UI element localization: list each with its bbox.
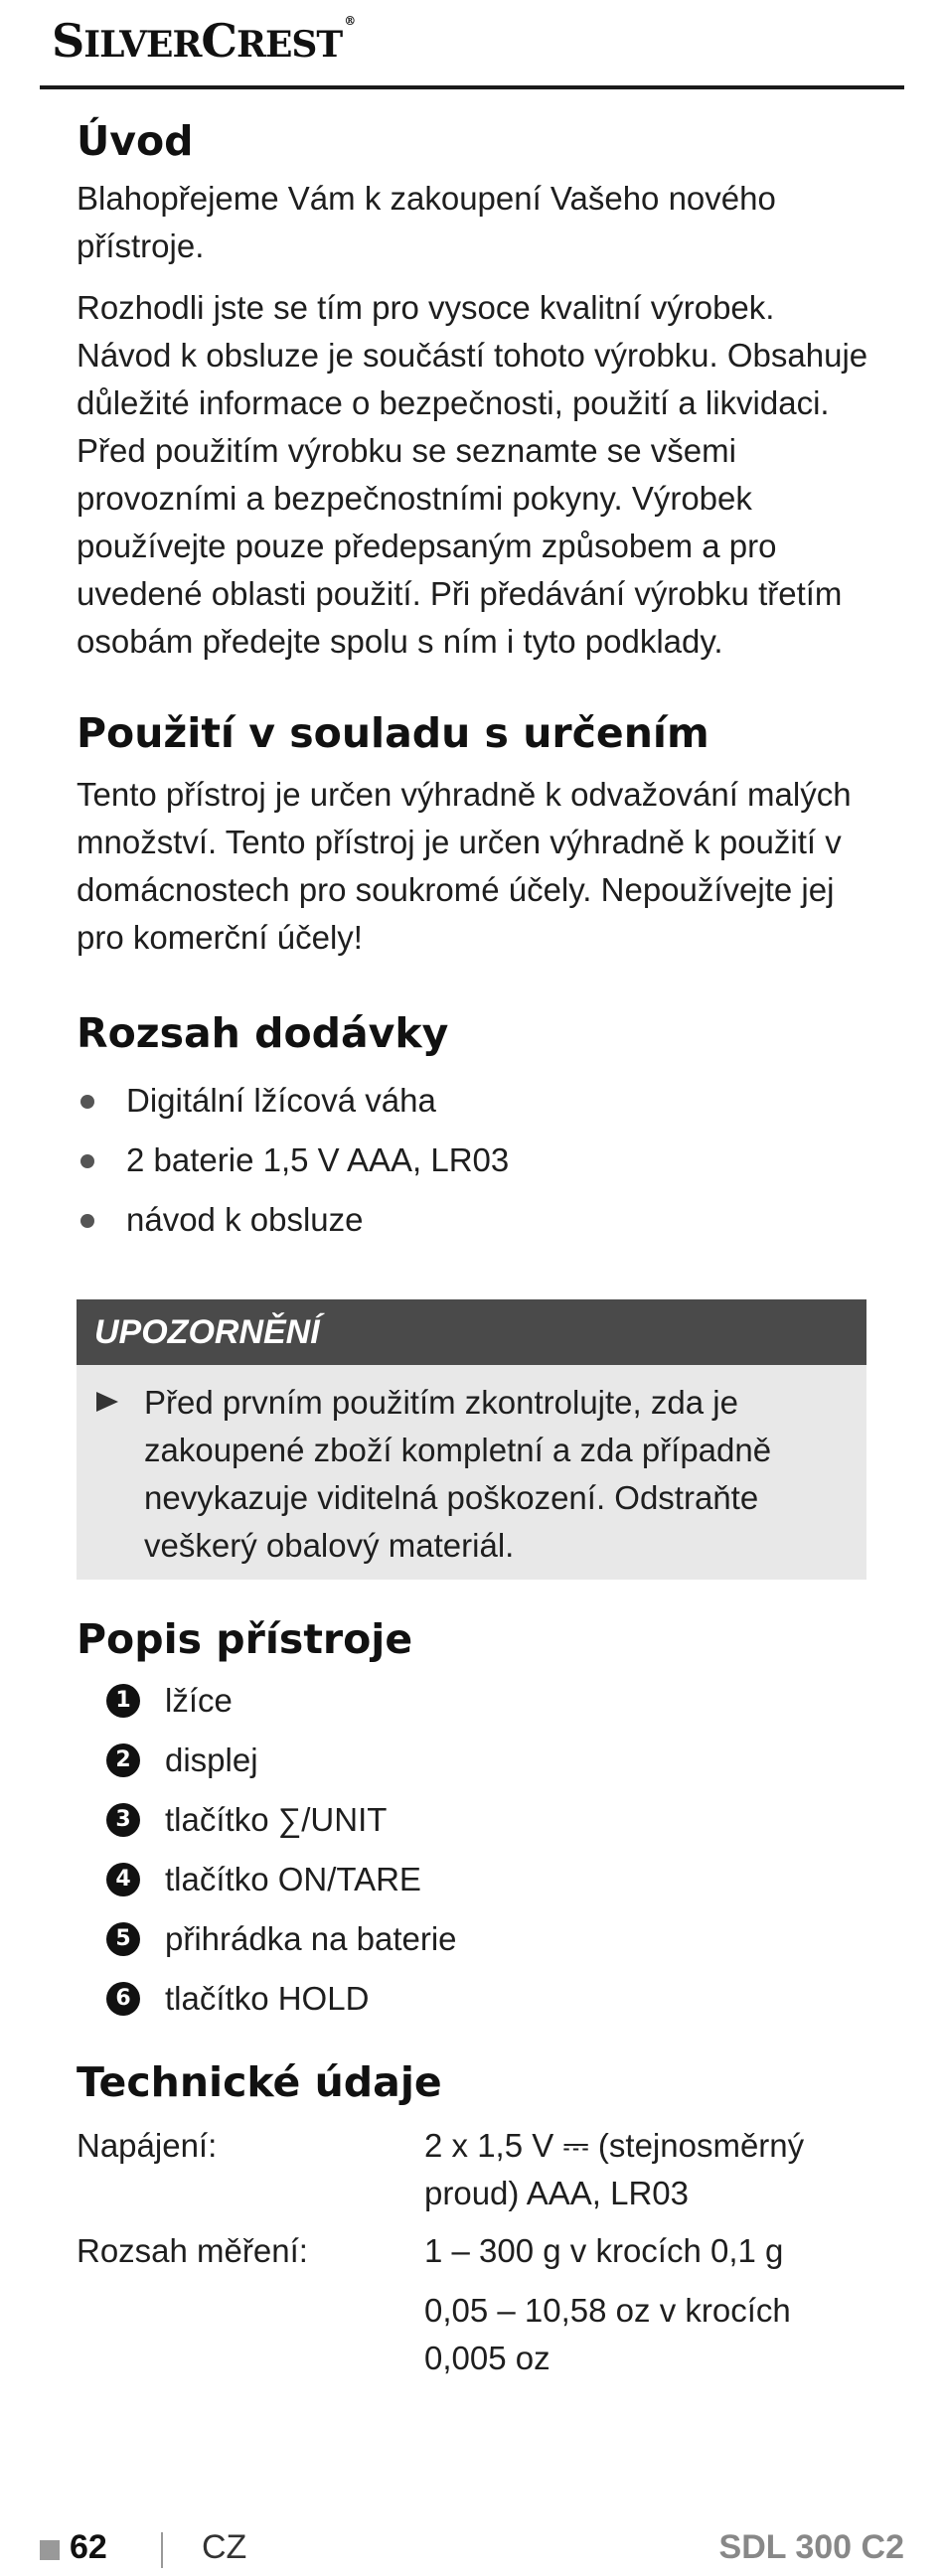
language-code: CZ — [202, 2528, 247, 2566]
spec-label: Napájení: — [77, 2127, 218, 2164]
spec-row — [77, 2122, 871, 2217]
list-item: 6 tlačítko HOLD — [77, 1975, 871, 2023]
bullet-icon — [80, 1214, 94, 1228]
model-number: SDL 300 C2 — [718, 2528, 904, 2566]
list-item: 5 přihrádka na baterie — [77, 1915, 871, 1963]
list-item: Digitální lžícová váha — [77, 1077, 871, 1125]
notice-text: Před prvním použitím zkontrolujte, zda je zakoupené zboží kompletní a zda případně nevykazuje viditelná poškození. Odstraňte veškerý obalový materiál. — [144, 1384, 772, 1564]
section-title-technical-data: Technické údaje — [77, 2058, 442, 2106]
page-footer — [40, 2524, 904, 2574]
number-badge: 6 — [106, 1982, 140, 2016]
intended-use-paragraph: Tento přístroj je určen výhradně k odvažování malých množství. Tento přístroj je určen výhradně k použití v domácnostech pro soukromé účely. Nepoužívejte jej pro komerční účely! — [77, 776, 852, 956]
spec-row — [77, 2287, 871, 2382]
number-badge: 2 — [106, 1743, 140, 1777]
arrow-right-icon — [96, 1392, 118, 1412]
page-number: 62 — [70, 2528, 107, 2566]
page-header — [40, 0, 904, 89]
scope-list — [77, 1077, 871, 1244]
number-badge: 4 — [106, 1863, 140, 1896]
spec-label: Rozsah měření: — [77, 2232, 308, 2269]
spec-row — [77, 2227, 871, 2275]
footer-divider — [161, 2532, 163, 2568]
number-badge: 3 — [106, 1803, 140, 1837]
spec-value: 1 – 300 g v krocích 0,1 g — [424, 2232, 784, 2269]
bullet-icon — [80, 1095, 94, 1109]
parts-list — [77, 1677, 871, 2023]
number-badge: 5 — [106, 1922, 140, 1956]
notice-heading: UPOZORNĚNÍ — [77, 1299, 866, 1365]
list-item: 2 baterie 1,5 V AAA, LR03 — [77, 1136, 871, 1184]
number-badge: 1 — [106, 1684, 140, 1718]
list-item: 4 tlačítko ON/TARE — [77, 1856, 871, 1903]
intro-paragraph: Rozhodli jste se tím pro vysoce kvalitní výrobek. Návod k obsluze je součástí tohoto výrobku. Obsahuje důležité informace o bezpečnosti, použití a likvidaci. Před použitím výrobku se seznamte se všemi provozními a bezpečnostními pokyny. Výrobek používejte pouze předepsaným způsobem a pro uvedené oblasti použití. Při předávání výrobku třetím osobám předejte spolu s ním i tyto podklady. — [77, 289, 868, 660]
list-item: 2 displej — [77, 1737, 871, 1784]
spec-value: 0,05 – 10,58 oz v krocích 0,005 oz — [424, 2292, 791, 2376]
list-item: 1 lžíce — [77, 1677, 871, 1725]
section-title-scope-of-delivery: Rozsah dodávky — [77, 1009, 449, 1057]
notice-body — [77, 1365, 866, 1580]
square-marker-icon — [40, 2540, 60, 2560]
list-item: návod k obsluze — [77, 1196, 871, 1244]
manual-content — [77, 99, 871, 2382]
bullet-icon — [80, 1154, 94, 1168]
list-item: 3 tlačítko ∑/UNIT — [77, 1796, 871, 1844]
spec-value: 2 x 1,5 V ⎓ (stejnosměrný proud) AAA, LR03 — [424, 2127, 805, 2211]
section-title-device-description: Popis přístroje — [77, 1615, 413, 1663]
intro-paragraph: Blahopřejeme Vám k zakoupení Vašeho nového přístroje. — [77, 180, 776, 264]
notice-box — [77, 1299, 866, 1580]
section-title-intro: Úvod — [77, 117, 194, 165]
section-title-intended-use: Použití v souladu s určením — [77, 709, 709, 757]
brand-logo: SILVERCREST® — [52, 14, 356, 68]
